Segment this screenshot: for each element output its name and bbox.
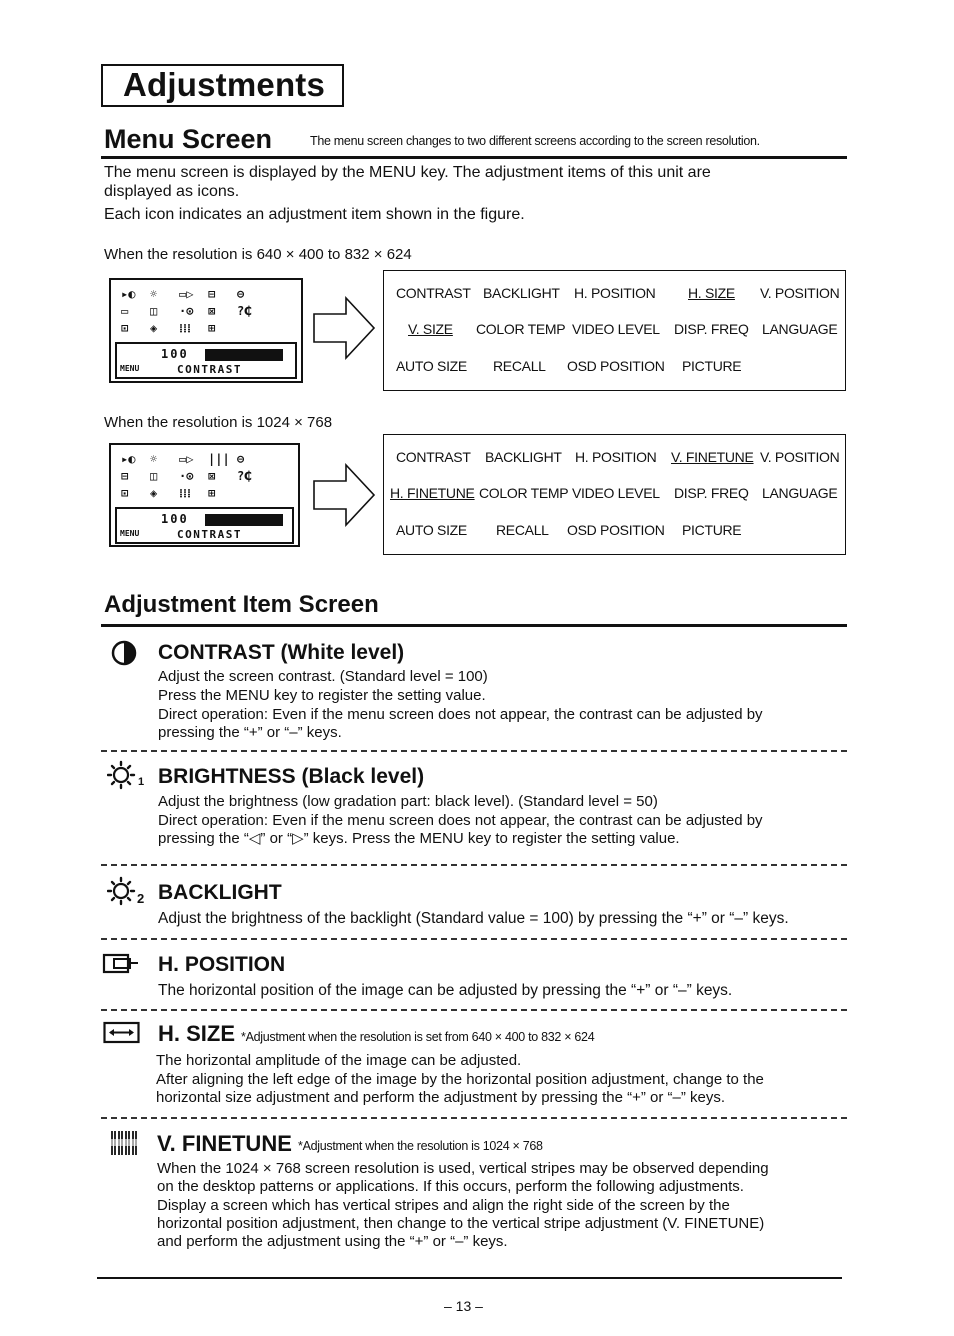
contrast-line3: Direct operation: Even if the menu screen does not appear, the contrast can be adjusted by (158, 706, 763, 723)
videolevel-icon: ·⊙ (179, 469, 194, 483)
backlight-line1: Adjust the brightness of the backlight (Standard value = 100) by pressing the “+” or “–” keys. (158, 910, 789, 927)
osd-item-label: CONTRAST (177, 363, 242, 376)
recall-icon: ◈ (150, 321, 158, 335)
dashed-divider (101, 1009, 847, 1011)
grid1-colortemp: COLOR TEMP (476, 321, 566, 337)
grid2-recall: RECALL (496, 522, 549, 538)
hsize-note: *Adjustment when the resolution is set from 640 × 400 to 832 × 624 (241, 1030, 595, 1044)
res2-label: When the resolution is 1024 × 768 (104, 414, 333, 431)
vfinetune-icon: ||| (208, 452, 230, 466)
grid1-picture: PICTURE (682, 358, 742, 374)
arrow-right-icon (312, 296, 376, 360)
dashed-divider (101, 864, 847, 866)
grid1-contrast: CONTRAST (396, 285, 471, 301)
vfinetune-line3: Display a screen which has vertical stripes and align the right side of the screen by the (157, 1197, 730, 1214)
autosize-icon: ⊡ (121, 321, 129, 335)
grid2-osdposition: OSD POSITION (567, 522, 665, 538)
page-title-box (101, 64, 344, 107)
dispfreq-icon: ⊠ (208, 469, 216, 483)
osdposition-icon: ⁞⁞⁞ (179, 486, 191, 500)
brightness-icon: ☼ (150, 452, 158, 466)
grid2-language: LANGUAGE (762, 485, 838, 501)
backlight-title: BACKLIGHT (158, 881, 282, 904)
vfinetune-icon (110, 1129, 140, 1157)
language-icon: ?₵ (237, 469, 252, 483)
grid2-contrast: CONTRAST (396, 449, 471, 465)
grid1-hsize: H. SIZE (688, 285, 735, 301)
grid1-hposition: H. POSITION (574, 285, 656, 301)
grid1-language: LANGUAGE (762, 321, 838, 337)
osd-menu-label: MENU (120, 529, 140, 538)
brightness-line1: Adjust the brightness (low gradation part: black level). (Standard level = 50) (158, 793, 658, 810)
hposition-line1: The horizontal position of the image can be adjusted by pressing the “+” or “–” keys. (158, 982, 733, 999)
osd-menu-screen-2 (109, 443, 300, 547)
osd-value: 100 (161, 512, 189, 526)
osdposition-icon: ⁞⁞⁞ (179, 321, 191, 335)
hsize-icon (103, 1021, 141, 1045)
osd-icon-grid (121, 286, 296, 337)
hposition-icon: ▭▷ (179, 287, 194, 301)
backlight-icon-subscript: 2 (137, 891, 145, 906)
menu-screen-heading: Menu Screen (104, 124, 273, 154)
contrast-line4: pressing the “+” or “–” keys. (158, 724, 342, 741)
hfinetune-icon: ⊟ (121, 469, 129, 483)
item-screen-heading: Adjustment Item Screen (104, 591, 379, 618)
grid1-vposition: V. POSITION (760, 285, 840, 301)
hsize-line2: After aligning the left edge of the image by the horizontal position adjustment, change to the (156, 1071, 764, 1088)
grid1-recall: RECALL (493, 358, 546, 374)
contrast-icon (110, 639, 138, 667)
menu-items-grid-1 (383, 270, 846, 391)
hsize-line1: The horizontal amplitude of the image can be adjusted. (156, 1052, 522, 1069)
grid2-vposition: V. POSITION (760, 449, 840, 465)
osd-menu-screen-1 (109, 278, 303, 383)
grid2-hfinetune: H. FINETUNE (390, 485, 475, 501)
picture-icon: ⊞ (208, 321, 216, 335)
backlight-icon (107, 876, 141, 910)
vfinetune-line5: and perform the adjustment using the “+” or “–” keys. (157, 1233, 508, 1250)
videolevel-icon: ·⊙ (179, 304, 194, 318)
menu-items-grid-2 (383, 434, 846, 555)
contrast-icon: ▸◐ (121, 452, 136, 466)
grid1-dispfreq: DISP. FREQ (674, 321, 749, 337)
dashed-divider (101, 750, 847, 752)
menu-para-line3: Each icon indicates an adjustment item shown in the figure. (104, 206, 525, 223)
menu-para-line1: The menu screen is displayed by the MENU key. The adjustment items of this unit are (104, 164, 711, 181)
vfinetune-line1: When the 1024 × 768 screen resolution is used, vertical stripes may be observed depending (157, 1160, 769, 1177)
grid1-osdposition: OSD POSITION (567, 358, 665, 374)
osd-value: 100 (161, 347, 189, 361)
brightness-icon (107, 760, 141, 794)
contrast-line2: Press the MENU key to register the setting value. (158, 687, 486, 704)
autosize-icon: ⊡ (121, 486, 129, 500)
osd-status-panel (115, 342, 297, 379)
grid2-vfinetune: V. FINETUNE (671, 449, 754, 465)
hposition-title: H. POSITION (158, 953, 286, 976)
menu-para-line2: displayed as icons. (104, 183, 240, 200)
grid2-picture: PICTURE (682, 522, 742, 538)
grid1-videolevel: VIDEO LEVEL (572, 321, 660, 337)
hsize-line3: horizontal size adjustment and perform the adjustment by pressing the “+” or “–” keys. (156, 1089, 726, 1106)
hsize-icon: ⊟ (208, 287, 216, 301)
vfinetune-line2: on the desktop patterns or applications. If this occurs, perform the following adjustments. (157, 1178, 744, 1195)
brightness-title: BRIGHTNESS (Black level) (158, 765, 425, 788)
grid1-backlight: BACKLIGHT (483, 285, 560, 301)
dispfreq-icon: ⊠ (208, 304, 216, 318)
page-number: – 13 – (444, 1298, 483, 1314)
dashed-divider (101, 938, 847, 940)
grid2-videolevel: VIDEO LEVEL (572, 485, 660, 501)
osd-menu-label: MENU (120, 364, 140, 373)
osd-level-bar (205, 514, 283, 526)
osd-level-bar (205, 349, 283, 361)
grid2-hposition: H. POSITION (575, 449, 657, 465)
section-rule (101, 624, 847, 627)
arrow-right-icon (312, 463, 376, 527)
vfinetune-title: V. FINETUNE (157, 1131, 292, 1156)
osd-item-label: CONTRAST (177, 528, 242, 541)
vsize-icon: ▭ (121, 304, 129, 318)
brightness-line2: Direct operation: Even if the menu screen does not appear, the contrast can be adjusted by (158, 812, 763, 829)
brightness-icon-subscript: 1 (138, 776, 145, 788)
colortemp-icon: ◫ (150, 469, 158, 483)
vposition-icon: ⊖ (237, 287, 245, 301)
grid2-colortemp: COLOR TEMP (479, 485, 569, 501)
vposition-icon: ⊖ (237, 452, 245, 466)
vfinetune-line4: horizontal position adjustment, then change to the vertical stripe adjustment (V. FINETUNE) (157, 1215, 765, 1232)
hsize-title: H. SIZE (158, 1021, 236, 1046)
contrast-title: CONTRAST (White level) (158, 641, 405, 664)
footer-rule (97, 1277, 842, 1279)
contrast-icon: ▸◐ (121, 287, 136, 301)
colortemp-icon: ◫ (150, 304, 158, 318)
language-icon: ?₵ (237, 304, 252, 318)
grid2-backlight: BACKLIGHT (485, 449, 562, 465)
recall-icon: ◈ (150, 486, 158, 500)
grid1-vsize: V. SIZE (408, 321, 453, 337)
contrast-line1: Adjust the screen contrast. (Standard level = 100) (158, 668, 488, 685)
grid2-dispfreq: DISP. FREQ (674, 485, 749, 501)
section-rule (101, 156, 847, 159)
page-title: Adjustments (123, 66, 326, 103)
hposition-icon: ▭▷ (179, 452, 194, 466)
brightness-icon: ☼ (150, 287, 158, 301)
brightness-line3: pressing the “◁” or “▷” keys. Press the MENU key to register the setting value. (158, 830, 680, 847)
dashed-divider (101, 1117, 847, 1119)
vfinetune-note: *Adjustment when the resolution is 1024 × 768 (298, 1139, 543, 1153)
grid2-autosize: AUTO SIZE (396, 522, 467, 538)
hposition-icon (102, 952, 142, 976)
menu-screen-note: The menu screen changes to two different screens according to the screen resolution. (310, 134, 760, 148)
osd-status-panel (115, 507, 294, 544)
picture-icon: ⊞ (208, 486, 216, 500)
res1-label: When the resolution is 640 × 400 to 832 × 624 (104, 246, 412, 263)
osd-icon-grid (121, 451, 296, 502)
grid1-autosize: AUTO SIZE (396, 358, 467, 374)
